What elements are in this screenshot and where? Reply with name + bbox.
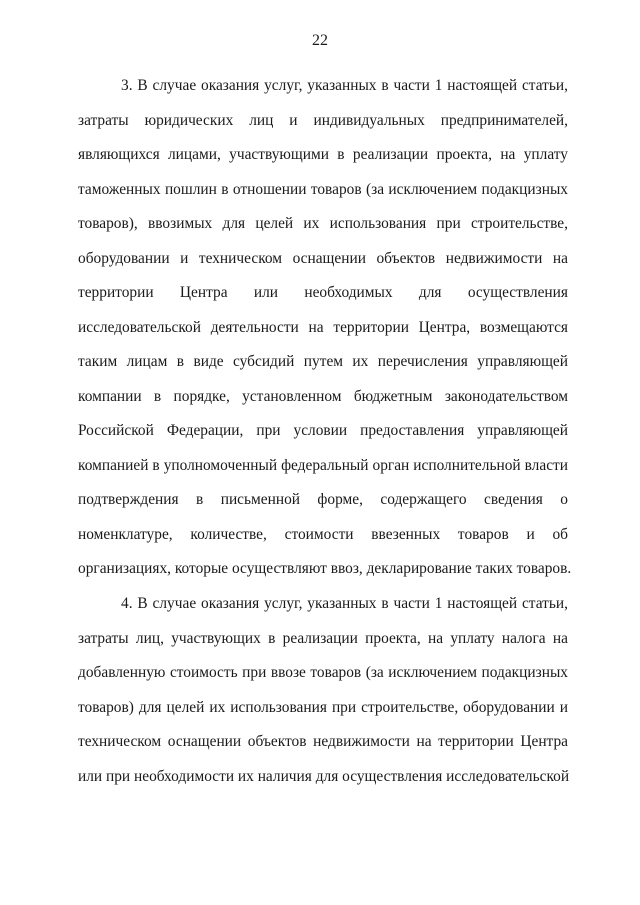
paragraph-line: затраты юридических лиц и индивидуальных предпринимателей, xyxy=(78,111,568,129)
paragraph-line: или при необходимости их наличия для осуществления исследовательской xyxy=(78,767,570,785)
paragraph-line: затраты лиц, участвующих в реализации проекта, на уплату налога на xyxy=(78,629,568,647)
page-number: 22 xyxy=(312,32,328,49)
paragraph-line: товаров) для целей их использования при строительстве, оборудовании и xyxy=(78,698,568,716)
paragraph-line: исследовательской деятельности на территории Центра, возмещаются xyxy=(78,318,568,336)
paragraph-line: являющихся лицами, участвующими в реализации проекта, на уплату xyxy=(78,146,568,163)
paragraph-4 xyxy=(78,594,568,801)
paragraph-line: номенклатуре, количестве, стоимости ввезенных товаров и об xyxy=(78,525,568,543)
paragraph-line: 4. В случае оказания услуг, указанных в части 1 настоящей статьи, xyxy=(121,595,568,612)
paragraph-line: товаров), ввозимых для целей их использования при строительстве, xyxy=(78,215,568,232)
paragraph-line: Российской Федерации, при условии предоставления управляющей xyxy=(78,422,568,439)
paragraph-line: компании в порядке, установленном бюджетным законодательством xyxy=(78,387,568,405)
paragraph-line: 3. В случае оказания услуг, указанных в части 1 настоящей статьи, xyxy=(121,77,568,94)
paragraph-line: подтверждения в письменной форме, содержащего сведения о xyxy=(78,491,568,508)
paragraph-3 xyxy=(78,76,572,594)
paragraph-line: территории Центра или необходимых для осуществления xyxy=(78,284,568,301)
paragraph-line: организациях, которые осуществляют ввоз, декларирование таких товаров. xyxy=(78,560,572,577)
paragraph-line: компанией в уполномоченный федеральный орган исполнительной власти xyxy=(78,456,568,474)
paragraph-line: добавленную стоимость при ввозе товаров (за исключением подакцизных xyxy=(78,664,568,681)
paragraph-line: оборудовании и техническом оснащении объектов недвижимости на xyxy=(78,249,568,267)
paragraph-line: таким лицам в виде субсидий путем их перечисления управляющей xyxy=(78,353,568,370)
paragraph-line: таможенных пошлин в отношении товаров (за исключением подакцизных xyxy=(78,180,568,198)
paragraph-line: техническом оснащении объектов недвижимости на территории Центра xyxy=(78,733,568,750)
